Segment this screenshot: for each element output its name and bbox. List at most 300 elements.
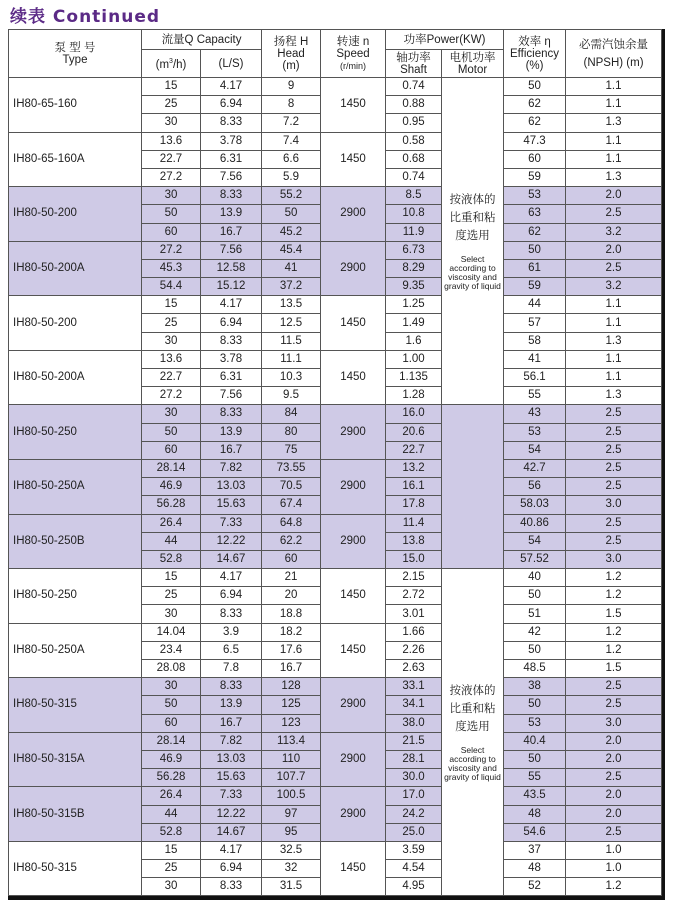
capacity-ls-cell: 8.33 xyxy=(201,332,262,350)
shaft-power-cell: 34.1 xyxy=(386,696,442,714)
shaft-power-cell: 1.66 xyxy=(386,623,442,641)
npsh-cell: 1.3 xyxy=(566,168,662,186)
efficiency-cell: 63 xyxy=(504,205,566,223)
capacity-ls-cell: 14.67 xyxy=(201,550,262,568)
npsh-cell: 2.0 xyxy=(566,787,662,805)
shaft-power-cell: 10.8 xyxy=(386,205,442,223)
pump-type-cell: IH80-50-250A xyxy=(9,459,142,514)
capacity-m3h-cell: 30 xyxy=(142,187,201,205)
capacity-ls-cell: 7.33 xyxy=(201,514,262,532)
speed-cell: 1450 xyxy=(321,841,386,896)
npsh-cell: 2.5 xyxy=(566,459,662,477)
npsh-cell: 2.5 xyxy=(566,769,662,787)
efficiency-cell: 40.4 xyxy=(504,732,566,750)
capacity-ls-cell: 8.33 xyxy=(201,605,262,623)
shaft-power-cell: 0.68 xyxy=(386,150,442,168)
capacity-ls-cell: 7.8 xyxy=(201,660,262,678)
capacity-ls-cell: 4.17 xyxy=(201,78,262,96)
shaft-power-cell: 21.5 xyxy=(386,732,442,750)
capacity-m3h-cell: 60 xyxy=(142,441,201,459)
npsh-cell: 2.5 xyxy=(566,678,662,696)
speed-cell: 1450 xyxy=(321,623,386,678)
capacity-m3h-cell: 30 xyxy=(142,605,201,623)
head-cell: 21 xyxy=(262,569,321,587)
head-cell: 113.4 xyxy=(262,732,321,750)
head-cell: 100.5 xyxy=(262,787,321,805)
capacity-m3h-cell: 13.6 xyxy=(142,350,201,368)
npsh-cell: 1.1 xyxy=(566,314,662,332)
capacity-ls-cell: 4.17 xyxy=(201,841,262,859)
shaft-power-cell: 1.25 xyxy=(386,296,442,314)
note-english: Select according to viscosity and gravity of liquid xyxy=(444,745,501,783)
efficiency-cell: 52 xyxy=(504,878,566,896)
shaft-power-cell: 30.0 xyxy=(386,769,442,787)
shaft-power-cell: 16.0 xyxy=(386,405,442,423)
shaft-power-cell: 22.7 xyxy=(386,441,442,459)
head-cell: 7.2 xyxy=(262,114,321,132)
head-cell: 32 xyxy=(262,860,321,878)
note-chinese: 按液体的比重和粘度选用 xyxy=(449,194,496,243)
speed-cell: 1450 xyxy=(321,78,386,133)
npsh-cell: 3.0 xyxy=(566,496,662,514)
shaft-power-cell: 20.6 xyxy=(386,423,442,441)
head-cell: 16.7 xyxy=(262,660,321,678)
header-head-unit: (m) xyxy=(282,59,300,72)
table-row xyxy=(9,132,662,150)
head-cell: 60 xyxy=(262,550,321,568)
shaft-power-cell: 3.59 xyxy=(386,841,442,859)
capacity-ls-cell: 3.78 xyxy=(201,350,262,368)
head-cell: 12.5 xyxy=(262,314,321,332)
capacity-ls-cell: 12.22 xyxy=(201,805,262,823)
header-shaft xyxy=(386,50,442,78)
efficiency-cell: 50 xyxy=(504,241,566,259)
capacity-ls-cell: 15.63 xyxy=(201,496,262,514)
npsh-cell: 2.5 xyxy=(566,441,662,459)
head-cell: 17.6 xyxy=(262,641,321,659)
pump-type-cell: IH80-50-315 xyxy=(9,841,142,896)
header-motor-en: Motor xyxy=(457,63,488,76)
npsh-cell: 1.2 xyxy=(566,587,662,605)
efficiency-cell: 47.3 xyxy=(504,132,566,150)
page-title: 续表 Continued xyxy=(10,7,161,27)
head-cell: 6.6 xyxy=(262,150,321,168)
head-cell: 55.2 xyxy=(262,187,321,205)
capacity-m3h-cell: 56.28 xyxy=(142,496,201,514)
pump-type-cell: IH80-50-250 xyxy=(9,569,142,624)
efficiency-cell: 54 xyxy=(504,441,566,459)
efficiency-cell: 41 xyxy=(504,350,566,368)
npsh-cell: 3.2 xyxy=(566,223,662,241)
capacity-ls-cell: 13.03 xyxy=(201,750,262,768)
capacity-ls-cell: 16.7 xyxy=(201,223,262,241)
head-cell: 75 xyxy=(262,441,321,459)
capacity-m3h-cell: 26.4 xyxy=(142,787,201,805)
capacity-m3h-cell: 22.7 xyxy=(142,369,201,387)
capacity-m3h-cell: 27.2 xyxy=(142,387,201,405)
capacity-m3h-cell: 50 xyxy=(142,423,201,441)
shaft-power-cell: 4.95 xyxy=(386,878,442,896)
npsh-cell: 2.5 xyxy=(566,696,662,714)
capacity-m3h-cell: 52.8 xyxy=(142,550,201,568)
head-cell: 67.4 xyxy=(262,496,321,514)
capacity-ls-cell: 7.33 xyxy=(201,787,262,805)
head-cell: 13.5 xyxy=(262,296,321,314)
efficiency-cell: 48 xyxy=(504,860,566,878)
npsh-cell: 3.0 xyxy=(566,714,662,732)
capacity-m3h-cell: 27.2 xyxy=(142,241,201,259)
speed-cell: 1450 xyxy=(321,569,386,624)
capacity-m3h-cell: 46.9 xyxy=(142,750,201,768)
efficiency-cell: 61 xyxy=(504,259,566,277)
npsh-cell: 2.5 xyxy=(566,514,662,532)
speed-cell: 1450 xyxy=(321,350,386,405)
efficiency-cell: 59 xyxy=(504,278,566,296)
header-type-cn: 泵 型 号 xyxy=(54,41,96,54)
header-motor xyxy=(442,50,504,78)
capacity-m3h-cell: 15 xyxy=(142,78,201,96)
pump-type-cell: IH80-50-250A xyxy=(9,623,142,678)
efficiency-cell: 43.5 xyxy=(504,787,566,805)
pump-type-cell: IH80-65-160A xyxy=(9,132,142,187)
capacity-ls-cell: 13.9 xyxy=(201,696,262,714)
pump-type-cell: IH80-50-200A xyxy=(9,241,142,296)
head-cell: 8 xyxy=(262,96,321,114)
efficiency-cell: 50 xyxy=(504,750,566,768)
capacity-ls-cell: 8.33 xyxy=(201,678,262,696)
head-cell: 32.5 xyxy=(262,841,321,859)
efficiency-cell: 42.7 xyxy=(504,459,566,477)
shaft-power-cell: 11.4 xyxy=(386,514,442,532)
capacity-ls-cell: 7.82 xyxy=(201,732,262,750)
header-speed-unit: (r/min) xyxy=(340,60,367,71)
npsh-cell: 1.3 xyxy=(566,114,662,132)
pump-type-cell: IH80-50-200 xyxy=(9,187,142,242)
shaft-power-cell: 15.0 xyxy=(386,550,442,568)
capacity-ls-cell: 8.33 xyxy=(201,405,262,423)
efficiency-cell: 42 xyxy=(504,623,566,641)
header-head-cn: 扬程 H xyxy=(273,35,309,48)
capacity-m3h-cell: 25 xyxy=(142,314,201,332)
head-cell: 9.5 xyxy=(262,387,321,405)
efficiency-cell: 53 xyxy=(504,714,566,732)
capacity-ls-cell: 12.58 xyxy=(201,259,262,277)
shaft-power-cell: 1.28 xyxy=(386,387,442,405)
capacity-ls-cell: 4.17 xyxy=(201,569,262,587)
efficiency-cell: 62 xyxy=(504,223,566,241)
shaft-power-cell: 38.0 xyxy=(386,714,442,732)
efficiency-cell: 51 xyxy=(504,605,566,623)
capacity-m3h-cell: 30 xyxy=(142,332,201,350)
pump-type-cell: IH80-50-250 xyxy=(9,405,142,460)
shaft-power-cell: 0.74 xyxy=(386,78,442,96)
efficiency-cell: 38 xyxy=(504,678,566,696)
capacity-ls-cell: 7.56 xyxy=(201,387,262,405)
header-eff-en: Efficiency xyxy=(510,47,560,60)
npsh-cell: 1.0 xyxy=(566,841,662,859)
npsh-cell: 2.0 xyxy=(566,805,662,823)
header-eff-cn: 效率 η xyxy=(518,35,551,48)
efficiency-cell: 53 xyxy=(504,187,566,205)
shaft-power-cell: 0.58 xyxy=(386,132,442,150)
table-row xyxy=(9,187,662,205)
capacity-m3h-cell: 14.04 xyxy=(142,623,201,641)
npsh-cell: 1.5 xyxy=(566,660,662,678)
capacity-ls-cell: 6.94 xyxy=(201,860,262,878)
capacity-m3h-cell: 15 xyxy=(142,569,201,587)
speed-cell: 1450 xyxy=(321,296,386,351)
header-shaft-en: Shaft xyxy=(400,63,427,76)
pump-type-cell: IH80-50-200 xyxy=(9,296,142,351)
head-cell: 45.4 xyxy=(262,241,321,259)
head-cell: 64.8 xyxy=(262,514,321,532)
header-type-en: Type xyxy=(62,53,88,66)
head-cell: 20 xyxy=(262,587,321,605)
speed-cell: 2900 xyxy=(321,514,386,569)
efficiency-cell: 50 xyxy=(504,696,566,714)
npsh-cell: 1.0 xyxy=(566,860,662,878)
npsh-cell: 2.5 xyxy=(566,405,662,423)
head-cell: 123 xyxy=(262,714,321,732)
capacity-ls-cell: 3.9 xyxy=(201,623,262,641)
motor-power-note-cell xyxy=(442,569,504,896)
pump-type-cell: IH80-50-315B xyxy=(9,787,142,842)
header-speed-en: Speed xyxy=(336,47,370,60)
npsh-cell: 1.1 xyxy=(566,132,662,150)
shaft-power-cell: 0.95 xyxy=(386,114,442,132)
efficiency-cell: 62 xyxy=(504,96,566,114)
npsh-cell: 2.5 xyxy=(566,423,662,441)
header-cap-ls: (L/S) xyxy=(201,50,262,78)
header-npsh-cn: 必需汽蚀余量 xyxy=(579,38,649,51)
capacity-m3h-cell: 22.7 xyxy=(142,150,201,168)
table-row xyxy=(9,459,662,477)
npsh-cell: 1.2 xyxy=(566,623,662,641)
capacity-m3h-cell: 46.9 xyxy=(142,478,201,496)
pump-type-cell: IH80-50-200A xyxy=(9,350,142,405)
table-row xyxy=(9,623,662,641)
shaft-power-cell: 8.5 xyxy=(386,187,442,205)
capacity-ls-cell: 8.33 xyxy=(201,114,262,132)
header-head-en: Head xyxy=(277,47,305,60)
head-cell: 70.5 xyxy=(262,478,321,496)
capacity-ls-cell: 15.63 xyxy=(201,769,262,787)
npsh-cell: 1.3 xyxy=(566,387,662,405)
capacity-m3h-cell: 54.4 xyxy=(142,278,201,296)
capacity-ls-cell: 7.82 xyxy=(201,459,262,477)
table-row xyxy=(9,514,662,532)
pump-table-frame xyxy=(8,29,665,900)
shaft-power-cell: 33.1 xyxy=(386,678,442,696)
efficiency-cell: 40 xyxy=(504,569,566,587)
shaft-power-cell: 6.73 xyxy=(386,241,442,259)
speed-cell: 1450 xyxy=(321,132,386,187)
pump-type-cell: IH80-50-250B xyxy=(9,514,142,569)
capacity-m3h-cell: 23.4 xyxy=(142,641,201,659)
npsh-cell: 1.2 xyxy=(566,878,662,896)
speed-cell: 2900 xyxy=(321,787,386,842)
efficiency-cell: 57.52 xyxy=(504,550,566,568)
capacity-m3h-cell: 30 xyxy=(142,878,201,896)
capacity-ls-cell: 16.7 xyxy=(201,441,262,459)
table-row xyxy=(9,732,662,750)
npsh-cell: 1.1 xyxy=(566,350,662,368)
capacity-ls-cell: 14.67 xyxy=(201,823,262,841)
efficiency-cell: 58.03 xyxy=(504,496,566,514)
shaft-power-cell: 0.74 xyxy=(386,168,442,186)
npsh-cell: 2.0 xyxy=(566,241,662,259)
head-cell: 125 xyxy=(262,696,321,714)
head-cell: 18.2 xyxy=(262,623,321,641)
speed-cell: 2900 xyxy=(321,459,386,514)
capacity-m3h-cell: 52.8 xyxy=(142,823,201,841)
note-english: Select according to viscosity and gravity of liquid xyxy=(444,254,501,292)
head-cell: 107.7 xyxy=(262,769,321,787)
capacity-m3h-cell: 15 xyxy=(142,296,201,314)
efficiency-cell: 50 xyxy=(504,641,566,659)
table-row xyxy=(9,296,662,314)
capacity-m3h-cell: 25 xyxy=(142,587,201,605)
capacity-ls-cell: 12.22 xyxy=(201,532,262,550)
head-cell: 84 xyxy=(262,405,321,423)
efficiency-cell: 40.86 xyxy=(504,514,566,532)
capacity-ls-cell: 15.12 xyxy=(201,278,262,296)
npsh-cell: 2.5 xyxy=(566,205,662,223)
capacity-ls-cell: 6.94 xyxy=(201,314,262,332)
speed-cell: 2900 xyxy=(321,678,386,733)
npsh-cell: 1.2 xyxy=(566,641,662,659)
capacity-m3h-cell: 50 xyxy=(142,696,201,714)
header-speed-cn: 转速 n xyxy=(336,35,370,48)
header-npsh-unit: (NPSH) (m) xyxy=(583,56,644,69)
capacity-m3h-cell: 26.4 xyxy=(142,514,201,532)
head-cell: 50 xyxy=(262,205,321,223)
efficiency-cell: 60 xyxy=(504,150,566,168)
head-cell: 97 xyxy=(262,805,321,823)
table-row xyxy=(9,787,662,805)
capacity-m3h-cell: 30 xyxy=(142,678,201,696)
pump-type-cell: IH80-65-160 xyxy=(9,78,142,133)
capacity-m3h-cell: 28.14 xyxy=(142,459,201,477)
npsh-cell: 1.5 xyxy=(566,605,662,623)
shaft-power-cell: 1.00 xyxy=(386,350,442,368)
head-cell: 41 xyxy=(262,259,321,277)
capacity-m3h-cell: 60 xyxy=(142,223,201,241)
npsh-cell: 2.5 xyxy=(566,823,662,841)
head-cell: 11.1 xyxy=(262,350,321,368)
header-eff-unit: (%) xyxy=(525,59,544,72)
shaft-power-cell: 13.8 xyxy=(386,532,442,550)
table-row xyxy=(9,678,662,696)
capacity-m3h-cell: 25 xyxy=(142,860,201,878)
table-row xyxy=(9,241,662,259)
motor-power-note-cell xyxy=(442,78,504,405)
efficiency-cell: 50 xyxy=(504,78,566,96)
head-cell: 80 xyxy=(262,423,321,441)
efficiency-cell: 54.6 xyxy=(504,823,566,841)
capacity-ls-cell: 13.9 xyxy=(201,423,262,441)
efficiency-cell: 44 xyxy=(504,296,566,314)
table-row xyxy=(9,78,662,96)
table-row xyxy=(9,350,662,368)
capacity-m3h-cell: 30 xyxy=(142,114,201,132)
header-head xyxy=(262,30,321,78)
npsh-cell: 1.1 xyxy=(566,96,662,114)
efficiency-cell: 56 xyxy=(504,478,566,496)
npsh-cell: 2.5 xyxy=(566,532,662,550)
head-cell: 128 xyxy=(262,678,321,696)
npsh-cell: 1.2 xyxy=(566,569,662,587)
table-row xyxy=(9,841,662,859)
npsh-cell: 3.2 xyxy=(566,278,662,296)
npsh-cell: 3.0 xyxy=(566,550,662,568)
header-power: 功率Power(KW) xyxy=(386,30,504,50)
efficiency-cell: 48.5 xyxy=(504,660,566,678)
shaft-power-cell: 17.0 xyxy=(386,787,442,805)
header-npsh xyxy=(566,30,662,78)
header-motor-cn: 电机功率 xyxy=(449,51,496,64)
shaft-power-cell: 16.1 xyxy=(386,478,442,496)
table-row xyxy=(9,405,662,423)
pump-type-cell: IH80-50-315 xyxy=(9,678,142,733)
header-speed xyxy=(321,30,386,78)
capacity-ls-cell: 7.56 xyxy=(201,168,262,186)
efficiency-cell: 56.1 xyxy=(504,369,566,387)
shaft-power-cell: 25.0 xyxy=(386,823,442,841)
capacity-m3h-cell: 56.28 xyxy=(142,769,201,787)
head-cell: 95 xyxy=(262,823,321,841)
efficiency-cell: 43 xyxy=(504,405,566,423)
shaft-power-cell: 1.135 xyxy=(386,369,442,387)
shaft-power-cell: 9.35 xyxy=(386,278,442,296)
header-shaft-cn: 轴功率 xyxy=(396,51,431,64)
npsh-cell: 1.1 xyxy=(566,296,662,314)
capacity-ls-cell: 8.33 xyxy=(201,187,262,205)
capacity-m3h-cell: 25 xyxy=(142,96,201,114)
capacity-ls-cell: 13.9 xyxy=(201,205,262,223)
shaft-power-cell: 2.26 xyxy=(386,641,442,659)
capacity-ls-cell: 6.31 xyxy=(201,369,262,387)
efficiency-cell: 53 xyxy=(504,423,566,441)
capacity-m3h-cell: 44 xyxy=(142,532,201,550)
capacity-m3h-cell: 13.6 xyxy=(142,132,201,150)
head-cell: 37.2 xyxy=(262,278,321,296)
capacity-ls-cell: 6.5 xyxy=(201,641,262,659)
header-efficiency xyxy=(504,30,566,78)
table-body xyxy=(9,78,662,896)
pump-type-cell: IH80-50-315A xyxy=(9,732,142,787)
shaft-power-cell: 4.54 xyxy=(386,860,442,878)
head-cell: 7.4 xyxy=(262,132,321,150)
capacity-ls-cell: 4.17 xyxy=(201,296,262,314)
header-type xyxy=(9,30,142,78)
capacity-m3h-cell: 28.08 xyxy=(142,660,201,678)
capacity-ls-cell: 3.78 xyxy=(201,132,262,150)
capacity-m3h-cell: 50 xyxy=(142,205,201,223)
efficiency-cell: 62 xyxy=(504,114,566,132)
header-cap-m3h: $(m^3/h)$ xyxy=(142,50,201,78)
capacity-ls-cell: 8.33 xyxy=(201,878,262,896)
speed-cell: 2900 xyxy=(321,241,386,296)
shaft-power-cell: 11.9 xyxy=(386,223,442,241)
capacity-ls-cell: 6.94 xyxy=(201,96,262,114)
npsh-cell: 2.0 xyxy=(566,732,662,750)
efficiency-cell: 48 xyxy=(504,805,566,823)
npsh-cell: 1.3 xyxy=(566,332,662,350)
efficiency-cell: 55 xyxy=(504,387,566,405)
shaft-power-cell: 2.72 xyxy=(386,587,442,605)
efficiency-cell: 50 xyxy=(504,587,566,605)
